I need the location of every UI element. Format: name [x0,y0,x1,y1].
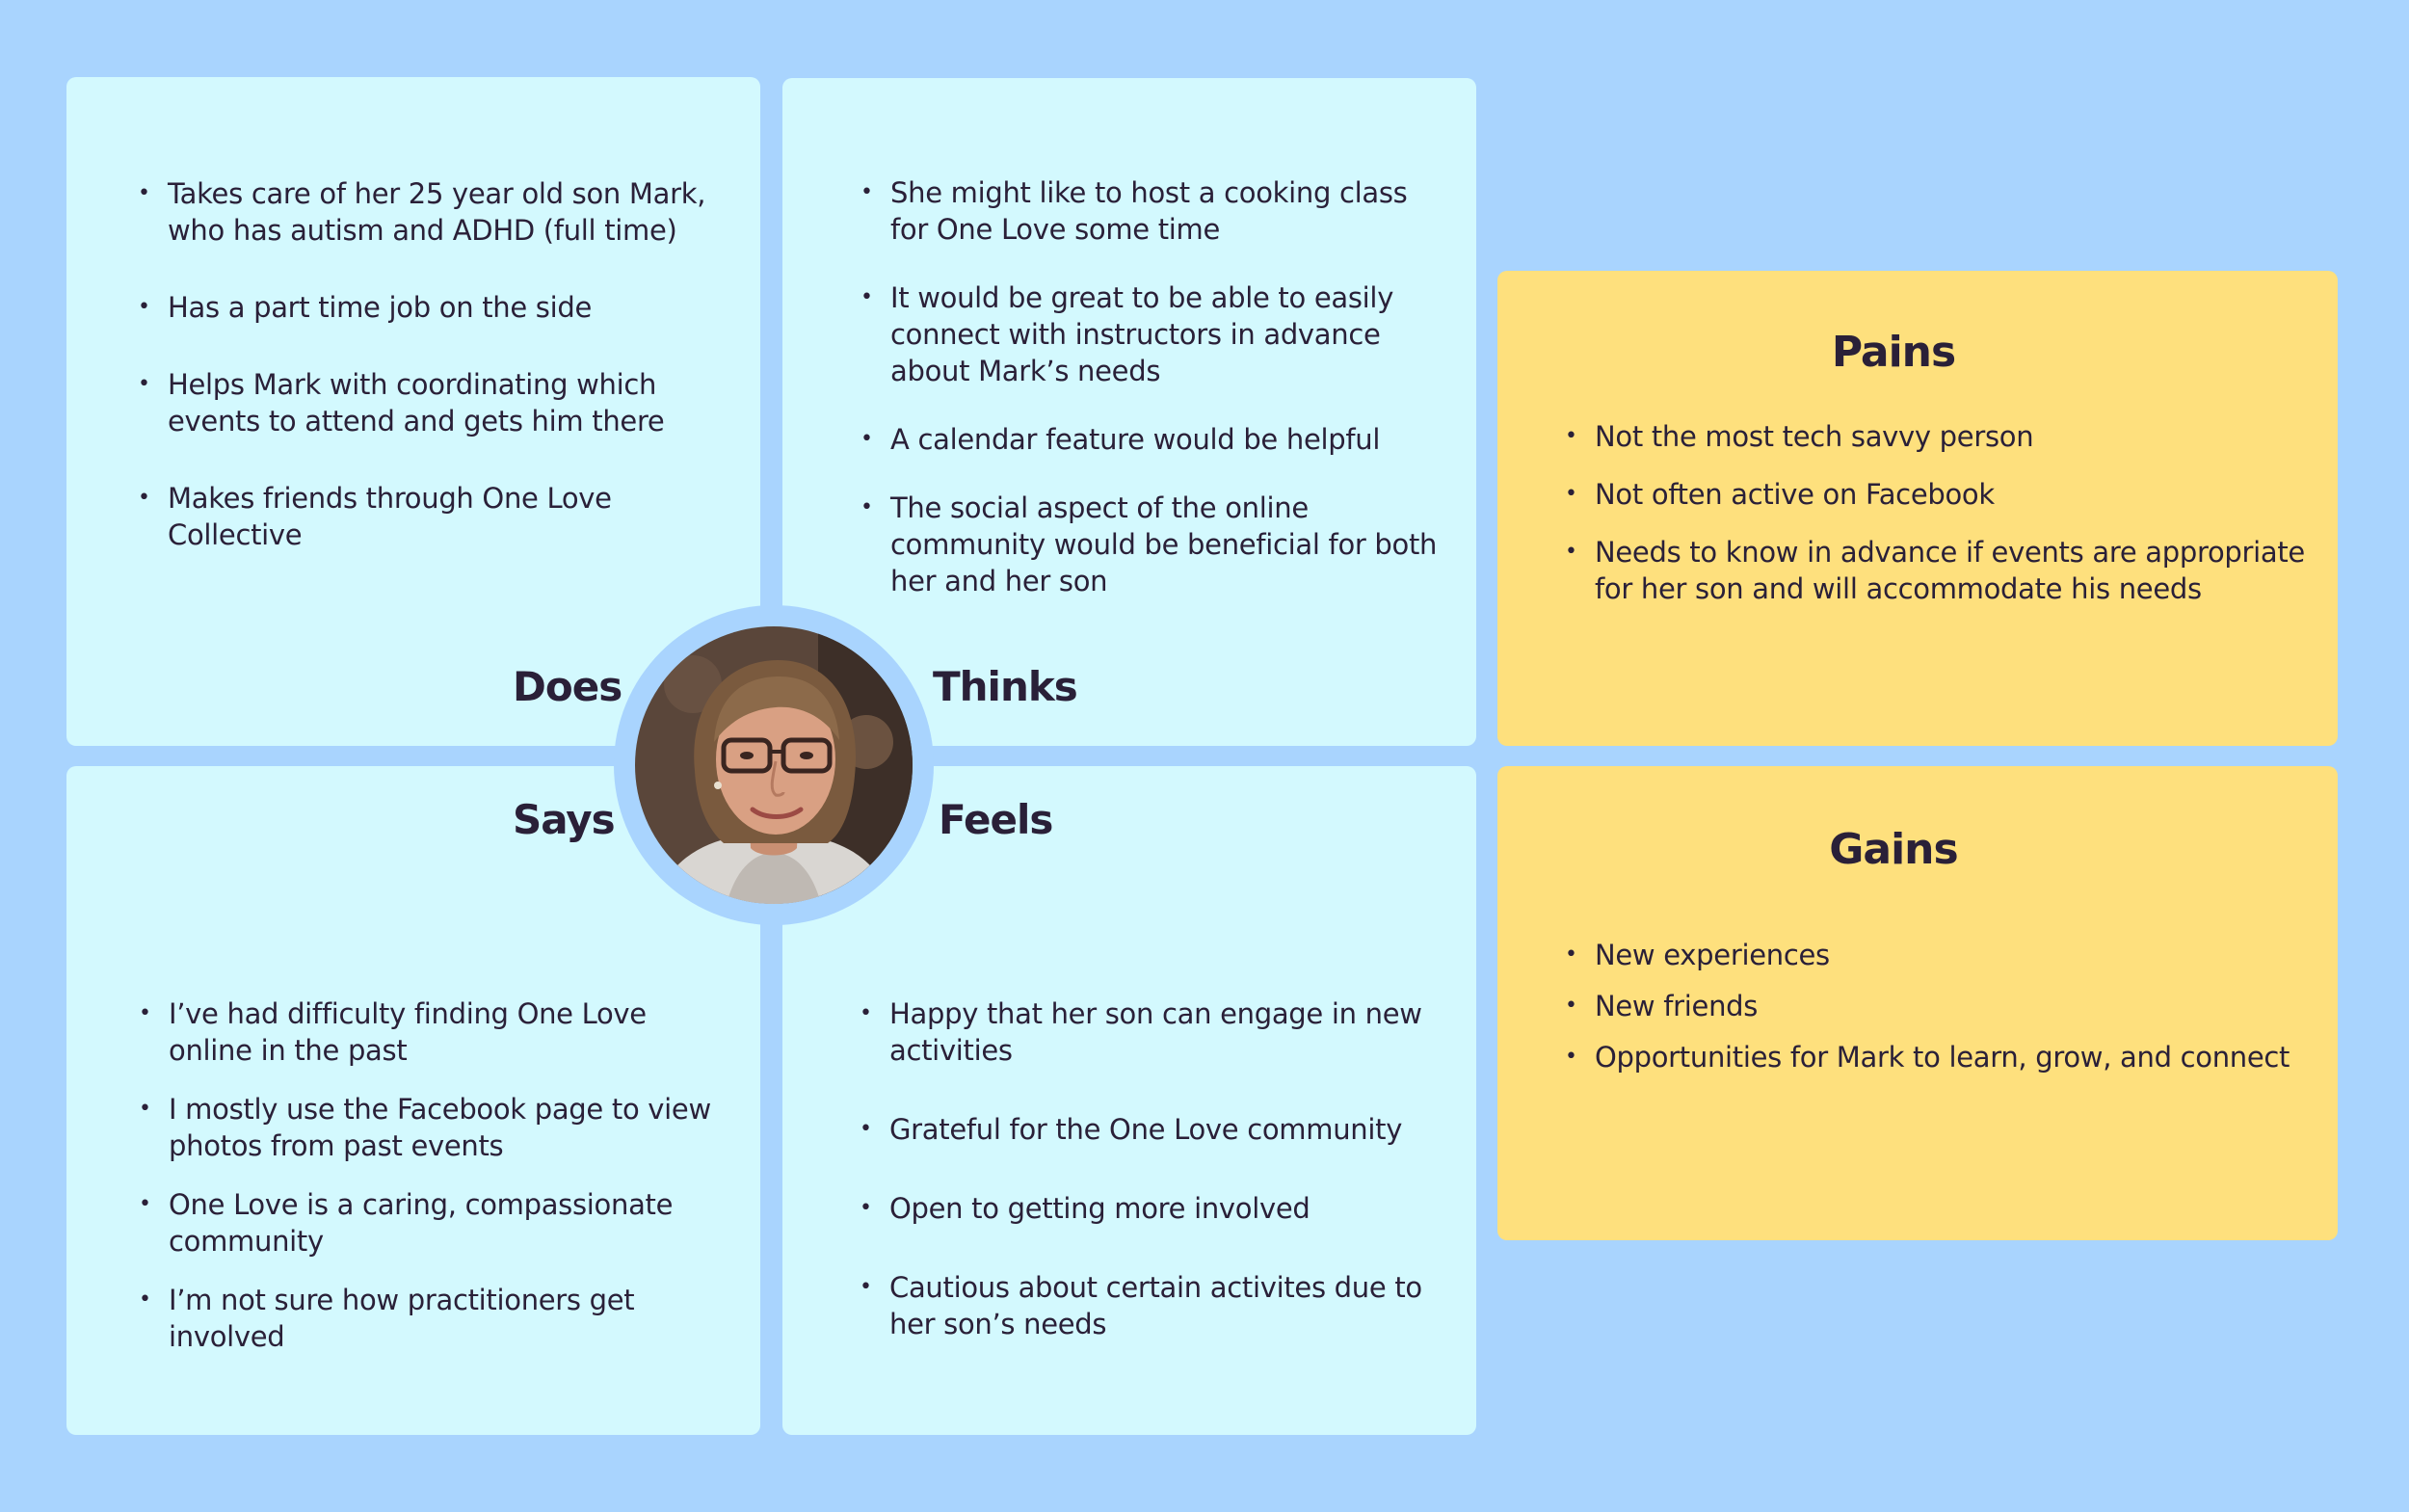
list-item: • She might like to host a cooking class for One Love some time [860,174,1439,248]
does-quadrant [66,77,760,746]
list-item: • Grateful for the One Love community [860,1111,1438,1148]
pains-title: Pains [1831,328,1956,377]
list-item: • It would be great to be able to easily connect with instructors in advance about Mark’s needs [860,279,1439,389]
says-list [139,995,717,1377]
list-item: • I’ve had difficulty finding One Love online in the past [139,995,717,1069]
list-item: • Open to getting more involved [860,1190,1438,1227]
list-item: • Happy that her son can engage in new activities [860,995,1438,1069]
gains-title: Gains [1829,825,1958,874]
list-item: • Has a part time job on the side [138,289,716,326]
list-item: • Cautious about certain activites due to her son’s needs [860,1269,1438,1342]
persona-avatar [635,626,913,904]
list-item: • New experiences [1565,937,2316,973]
list-item: • Takes care of her 25 year old son Mark, who has autism and ADHD (full time) [138,175,716,249]
thinks-quadrant [782,78,1476,746]
list-item: • Needs to know in advance if events are appropriate for her son and will accommodate his needs [1565,534,2316,607]
thinks-title: Thinks [933,663,1077,710]
gains-card [1497,766,2338,1240]
says-title: Says [513,796,615,843]
pains-card [1497,271,2338,746]
feels-list [860,995,1438,1385]
pains-list [1565,418,2316,628]
persona-portrait-icon [635,626,913,904]
list-item: • A calendar feature would be helpful [860,421,1439,458]
list-item: • Opportunities for Mark to learn, grow, and connect [1565,1039,2316,1075]
thinks-list [860,174,1439,631]
list-item: • Not often active on Facebook [1565,476,2316,513]
list-item: • Not the most tech savvy person [1565,418,2316,455]
list-item: • The social aspect of the online community would be beneficial for both her and her son [860,490,1439,599]
feels-title: Feels [939,796,1053,843]
gains-list [1565,937,2316,1090]
does-title: Does [513,663,622,710]
does-list [138,175,716,594]
list-item: • Makes friends through One Love Collective [138,480,716,553]
list-item: • New friends [1565,988,2316,1024]
list-item: • One Love is a caring, compassionate community [139,1186,717,1260]
list-item: • Helps Mark with coordinating which events to attend and gets him there [138,366,716,439]
list-item: • I’m not sure how practitioners get involved [139,1282,717,1355]
list-item: • I mostly use the Facebook page to view photos from past events [139,1091,717,1164]
